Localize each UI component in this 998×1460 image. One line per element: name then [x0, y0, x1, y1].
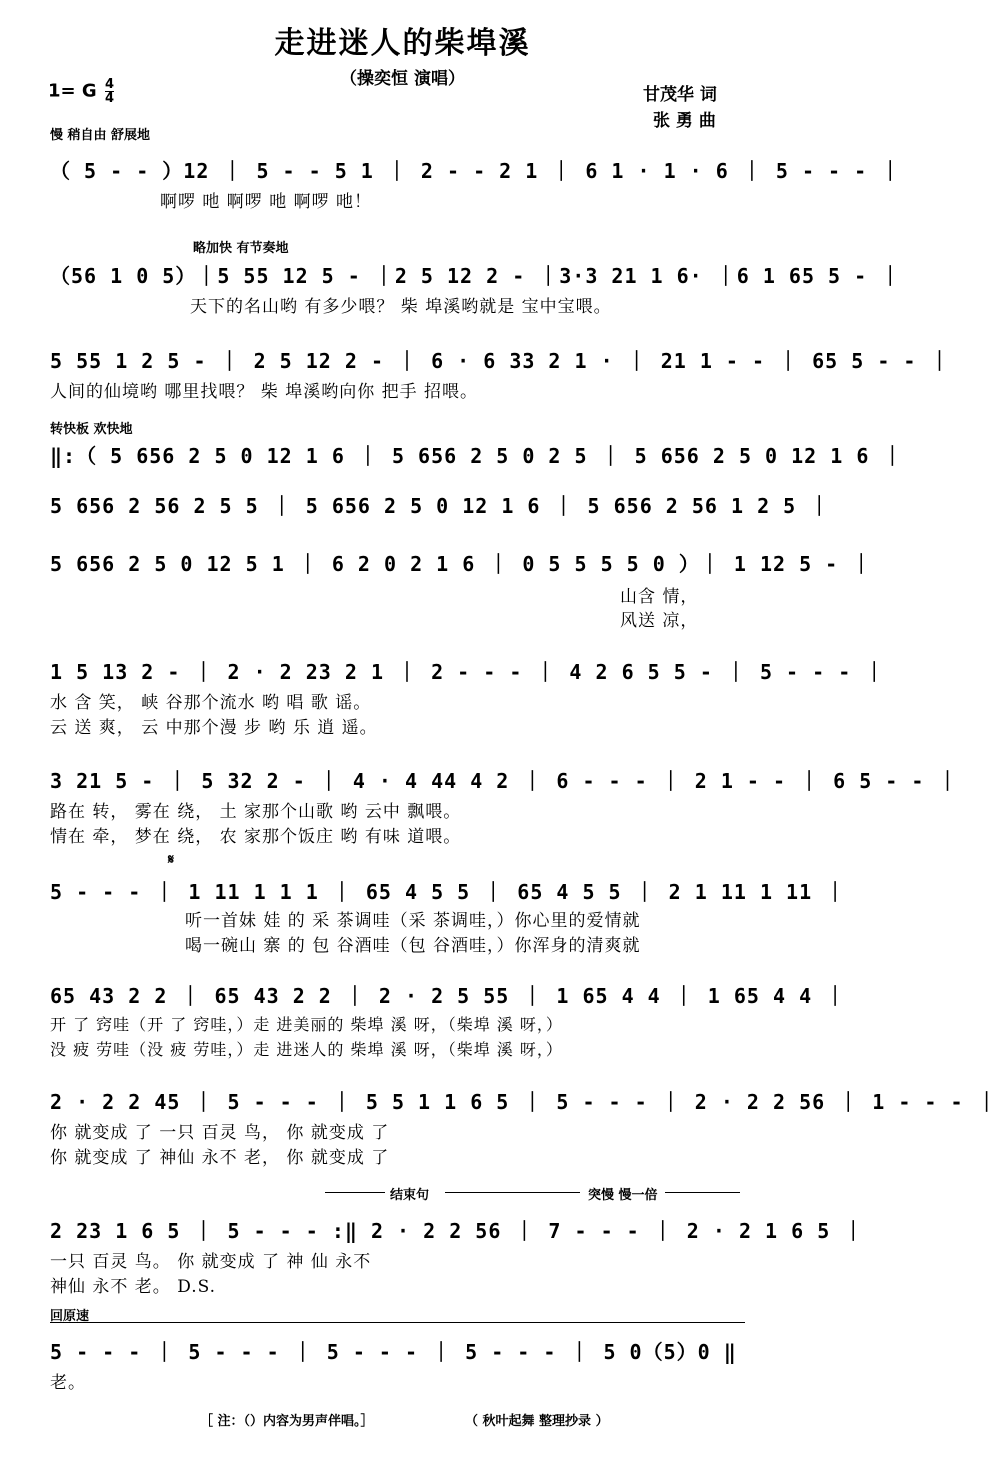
- footer-note: ［ 注：（）内容为男声伴唱。］: [200, 1414, 374, 1429]
- time-top: 4: [104, 77, 114, 92]
- lyric-line: 天下的名山哟 有多少喂？ 柴 埠溪哟就是 宝中宝喂。: [190, 297, 612, 317]
- tempo-change-line: [665, 1192, 740, 1193]
- segno-icon: 𝄋: [168, 852, 175, 868]
- tempo-marking: 慢 稍自由 舒展地: [50, 128, 151, 143]
- lyric-line: 没 疲 劳哇（没 疲 劳哇，）走 进迷人的 柴埠 溪 呀，（柴埠 溪 呀，）: [50, 1040, 563, 1059]
- time-bottom: 4: [104, 91, 114, 106]
- composer-credit: 张 勇 曲: [653, 111, 716, 131]
- tempo-marking: 略加快 有节奏地: [193, 241, 289, 256]
- time-signature: [105, 78, 114, 105]
- notation-row: 3 21 5 - ｜ 5 32 2 - ｜ 4 · 4 44 4 2 ｜ 6 - - - ｜ 2 1 - - ｜ 6 5 - - ｜: [50, 769, 959, 793]
- lyric-line: 路在 转， 雾在 绕， 土 家那个山歌 哟 云中 飘喂。: [50, 802, 462, 822]
- lyric-line: 人间的仙境哟 哪里找喂？ 柴 埠溪哟向你 把手 招喂。: [50, 382, 479, 402]
- notation-row: （ 5 - - ）12 ｜ 5 - - 5 1 ｜ 2 - - 2 1 ｜ 6 1 · 1 · 6 ｜ 5 - - - ｜: [50, 159, 902, 183]
- lyric-line: 你 就变成 了 一只 百灵 鸟， 你 就变成 了: [50, 1123, 390, 1143]
- key-signature: [48, 78, 114, 105]
- lyric-line: 山含 情，: [620, 587, 699, 607]
- footer-credit: （ 秋叶起舞 整理抄录 ）: [465, 1414, 609, 1429]
- lyric-line: 风送 凉，: [620, 611, 699, 631]
- notation-row: 2 · 2 2 45 ｜ 5 - - - ｜ 5 5 1 1 6 5 ｜ 5 - - - ｜ 2 · 2 2 56 ｜ 1 - - - ｜: [50, 1090, 998, 1114]
- notation-row: ‖:（ 5 656 2 5 0 12 1 6 ｜ 5 656 2 5 0 2 5 ｜ 5 656 2 5 0 12 1 6 ｜: [50, 444, 904, 468]
- lyric-line: 你 就变成 了 神仙 永不 老， 你 就变成 了: [50, 1148, 390, 1168]
- ending-bracket-right: [445, 1192, 580, 1193]
- lyricist-credit: 甘茂华 词: [643, 85, 717, 105]
- ending-label: 结束句: [390, 1188, 430, 1203]
- lyric-line: 老。: [50, 1373, 86, 1393]
- lyric-line: 情在 牵， 梦在 绕， 农 家那个饭庄 哟 有味 道喂。: [50, 827, 462, 847]
- song-title: 走进迷人的柴埠溪: [274, 26, 531, 61]
- notation-row: 5 - - - ｜ 5 - - - ｜ 5 - - - ｜ 5 - - - ｜ 5 0（5）0 ‖: [50, 1340, 737, 1364]
- lyric-line: 喝一碗山 寨 的 包 谷酒哇（包 谷酒哇，）你浑身的清爽就: [185, 936, 641, 956]
- lyric-line: 啊啰 吔 啊啰 吔 啊啰 吔！: [160, 192, 373, 212]
- key-label: 1= G: [48, 80, 97, 102]
- notation-row: 65 43 2 2 ｜ 65 43 2 2 ｜ 2 · 2 5 55 ｜ 1 65 4 4 ｜ 1 65 4 4 ｜: [50, 984, 847, 1008]
- tempo-change-label: 突慢 慢一倍: [588, 1188, 658, 1203]
- notation-row: 1 5 13 2 - ｜ 2 · 2 23 2 1 ｜ 2 - - - ｜ 4 2 6 5 5 - ｜ 5 - - - ｜: [50, 660, 886, 684]
- tempo-marking: 转快板 欢快地: [50, 422, 133, 437]
- lyric-line: 开 了 窍哇（开 了 窍哇，）走 进美丽的 柴埠 溪 呀，（柴埠 溪 呀，）: [50, 1015, 563, 1034]
- notation-row: 5 656 2 5 0 12 5 1 ｜ 6 2 0 2 1 6 ｜ 0 5 5 5 5 0 ）｜ 1 12 5 - ｜: [50, 552, 873, 576]
- lyric-line: 一只 百灵 鸟。 你 就变成 了 神 仙 永不: [50, 1252, 372, 1272]
- lyric-line: 云 送 爽， 云 中那个漫 步 哟 乐 逍 遥。: [50, 718, 378, 738]
- notation-row: 2 23 1 6 5 ｜ 5 - - - :‖ 2 · 2 2 56 ｜ 7 - - - ｜ 2 · 2 1 6 5 ｜: [50, 1219, 865, 1243]
- notation-row: 5 656 2 56 2 5 5 ｜ 5 656 2 5 0 12 1 6 ｜ 5 656 2 56 1 2 5 ｜: [50, 494, 831, 518]
- lyric-line: 听一首妹 娃 的 采 茶调哇（采 茶调哇，）你心里的爱情就: [185, 911, 641, 931]
- notation-row: （56 1 0 5）｜5 55 12 5 - ｜2 5 12 2 - ｜3·3 21 1 6· ｜6 1 65 5 - ｜: [50, 264, 902, 288]
- performer-credit: （操奕恒 演唱）: [340, 69, 465, 89]
- notation-row: 5 - - - ｜ 1 11 1 1 1 ｜ 65 4 5 5 ｜ 65 4 5 5 ｜ 2 1 11 1 11 ｜: [50, 880, 847, 904]
- notation-row: 5 55 1 2 5 - ｜ 2 5 12 2 - ｜ 6 · 6 33 2 1 · ｜ 21 1 - - ｜ 65 5 - - ｜: [50, 349, 951, 373]
- lyric-line: 水 含 笑， 峡 谷那个流水 哟 唱 歌 谣。: [50, 693, 372, 713]
- ending-bracket-left: [325, 1192, 385, 1193]
- lyric-line: 神仙 永不 老。 D.S.: [50, 1277, 217, 1297]
- tempo-line: [50, 1322, 745, 1323]
- tempo-marking: 回原速: [50, 1309, 90, 1324]
